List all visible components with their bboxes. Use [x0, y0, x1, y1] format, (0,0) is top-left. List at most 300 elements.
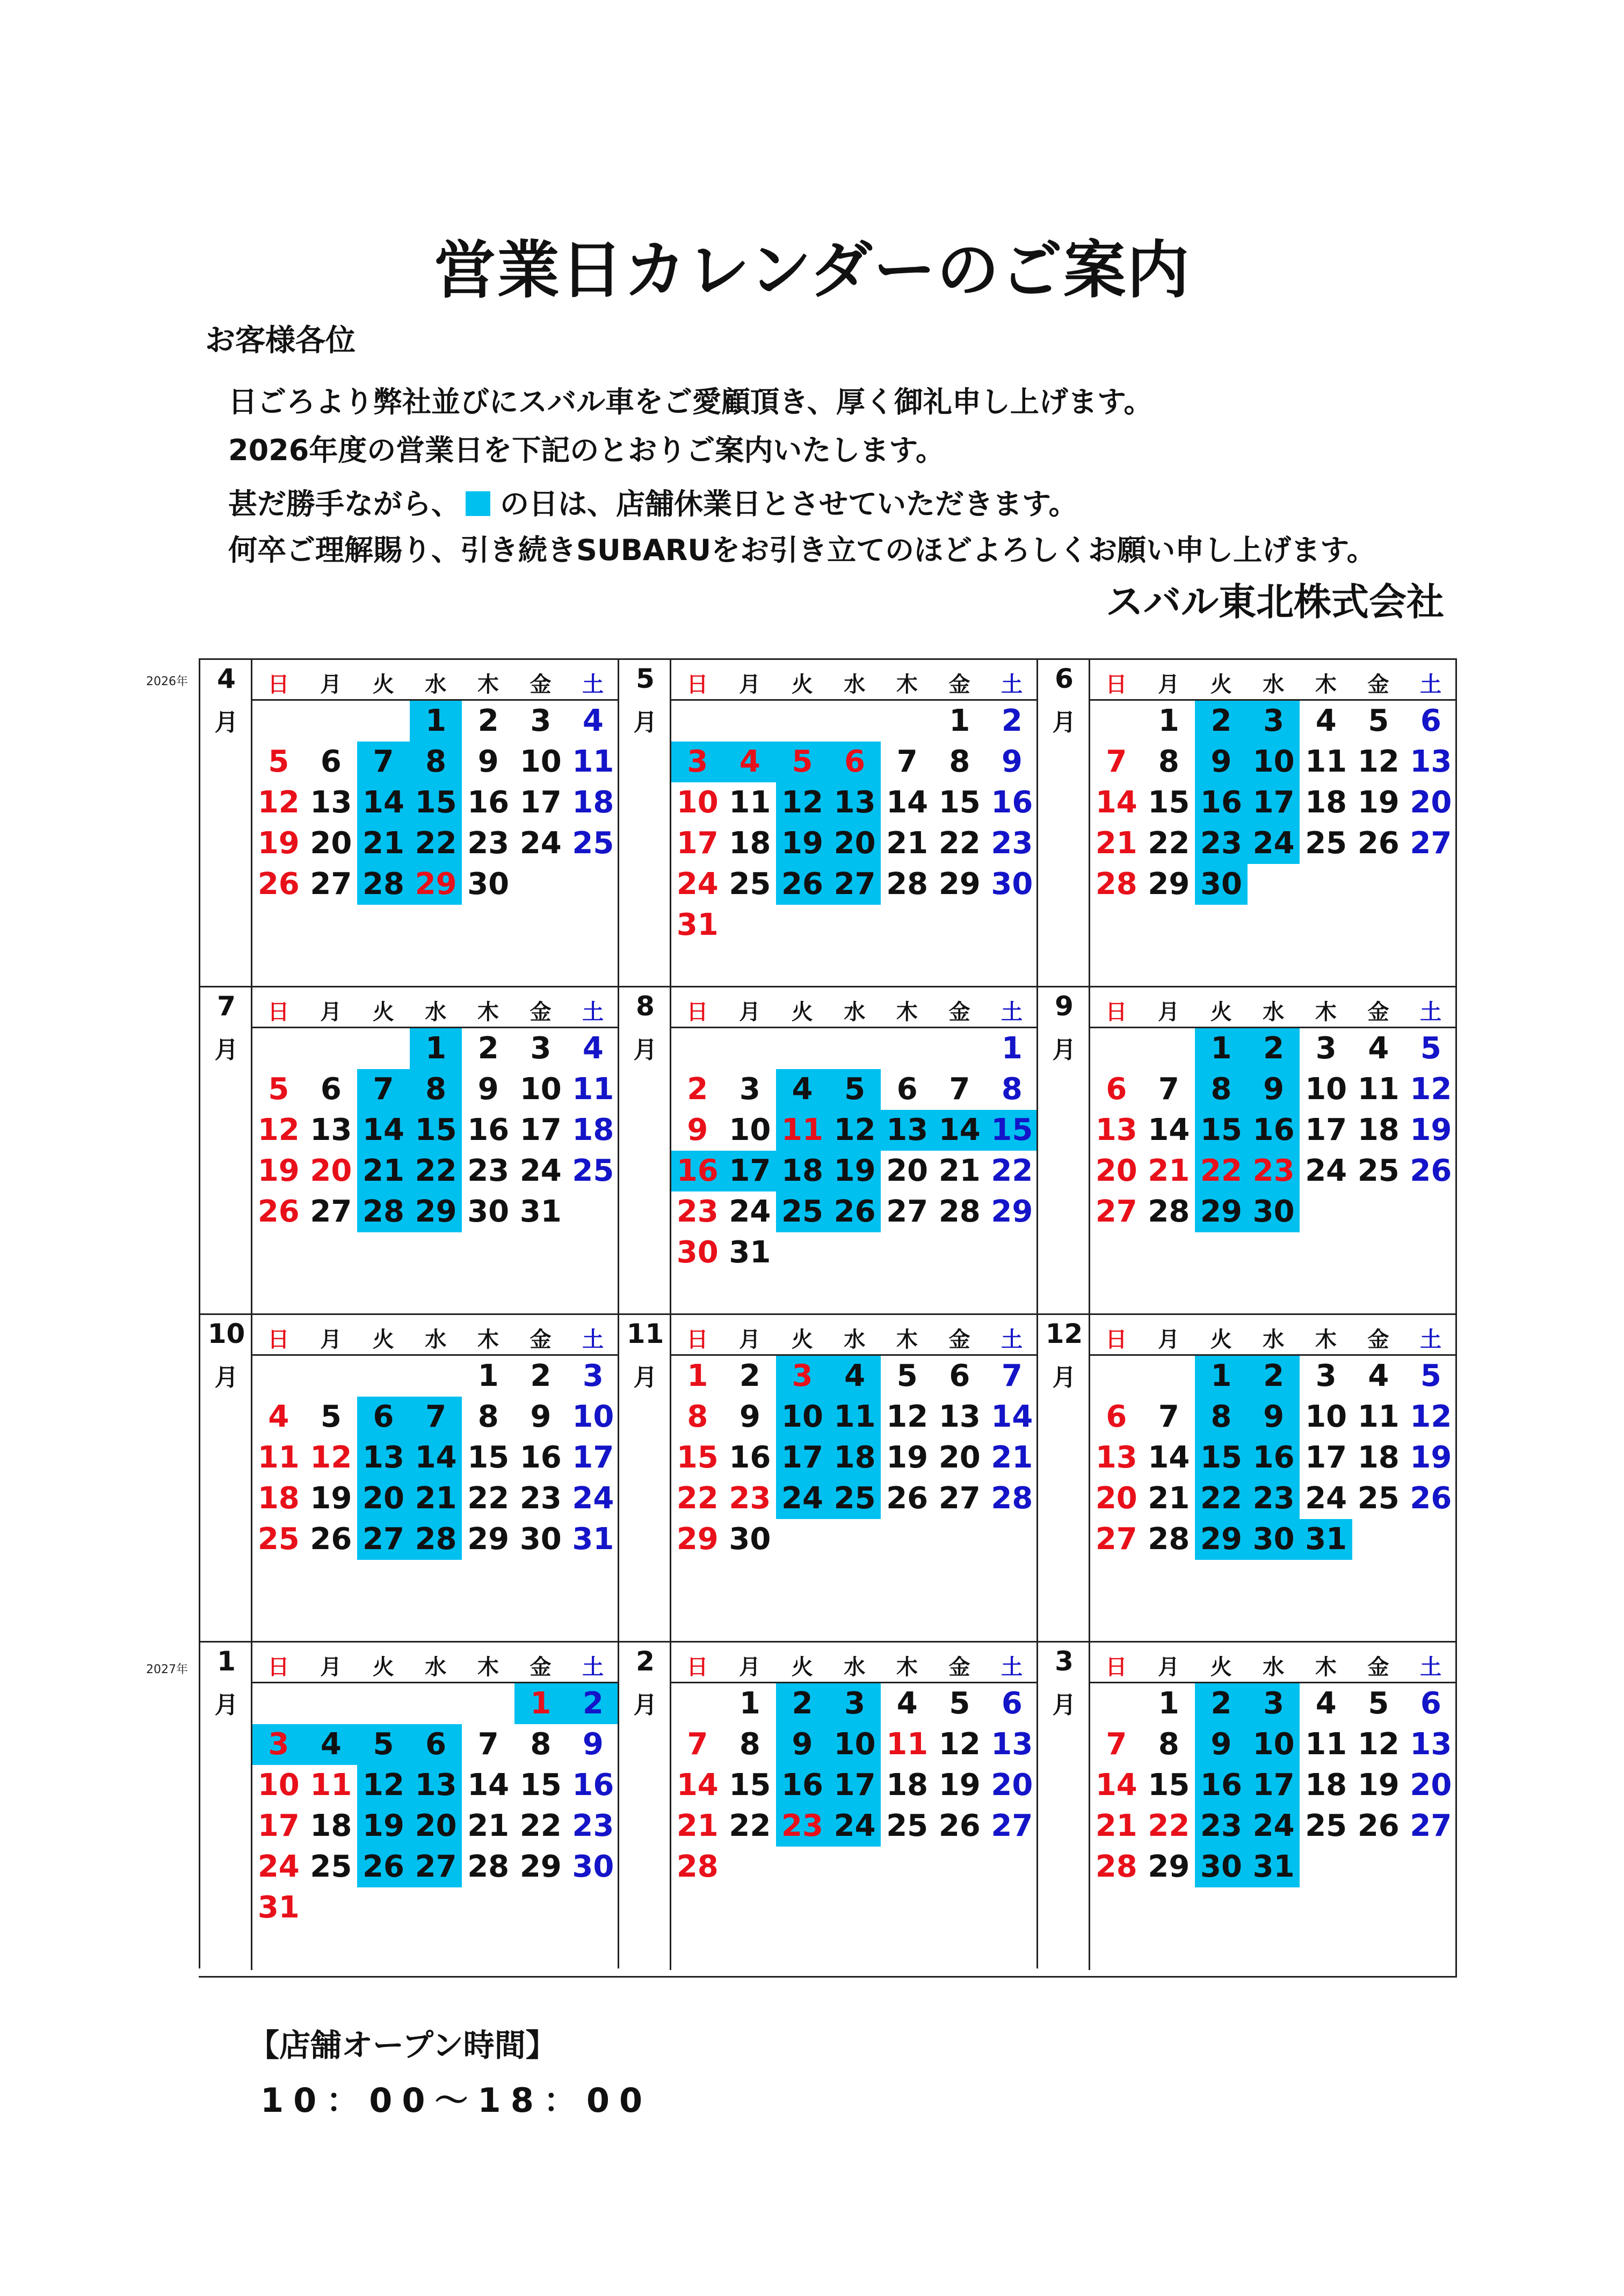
day-cell: 8 [477, 1399, 499, 1434]
company-name: スバル東北株式会社 [1106, 580, 1444, 624]
holiday-color-swatch [466, 491, 490, 516]
day-cell: 1 [1001, 1031, 1023, 1066]
month-block [618, 986, 1036, 1313]
day-cell: 21 [467, 1808, 510, 1843]
month-number: 6 [1055, 663, 1074, 694]
weekday-label: 火 [372, 1327, 394, 1352]
closed-day-cell: 28 [410, 1519, 462, 1560]
day-cell: 24 [519, 826, 562, 861]
weekday-label: 木 [1315, 1000, 1337, 1025]
day-cell: 2 [1001, 703, 1023, 738]
closed-day-cell: 10 [829, 1724, 881, 1765]
weekday-label: 月 [739, 1655, 761, 1680]
weekday-label: 火 [1210, 672, 1232, 697]
day-cell: 12 [1357, 1727, 1400, 1762]
day-cell: 21 [1148, 1481, 1190, 1516]
day-cell: 15 [1148, 785, 1190, 820]
day-cell: 31 [257, 1890, 300, 1925]
closed-day-cell: 30 [1195, 1847, 1248, 1887]
closed-day-cell: 10 [1248, 1724, 1300, 1765]
day-cell: 11 [572, 1072, 614, 1107]
day-cell: 23 [519, 1481, 562, 1516]
day-cell: 30 [729, 1522, 771, 1557]
day-cell: 8 [739, 1727, 760, 1762]
weekday-label: 日 [1105, 1000, 1127, 1025]
weekday-label: 水 [844, 1655, 866, 1680]
weekday-label: 金 [1367, 1000, 1389, 1025]
month-label [619, 1315, 671, 1643]
day-cell: 24 [519, 1153, 562, 1188]
day-cell: 11 [886, 1727, 929, 1762]
closed-day-cell: 29 [1195, 1519, 1248, 1560]
weekday-header [1090, 987, 1457, 1028]
closed-day-cell: 6 [357, 1397, 410, 1437]
day-cell: 29 [1148, 867, 1190, 902]
month-label [1038, 987, 1090, 1315]
day-cell: 22 [729, 1808, 771, 1843]
closed-day-cell: 3 [671, 742, 724, 782]
day-cell: 19 [1410, 1440, 1452, 1475]
day-cell: 7 [1158, 1072, 1179, 1107]
closed-day-cell: 8 [1195, 1069, 1248, 1110]
day-cell: 26 [310, 1522, 352, 1557]
closed-day-cell: 17 [1248, 782, 1300, 823]
day-cell: 11 [1305, 744, 1347, 779]
weekday-label: 木 [477, 1327, 499, 1352]
weekday-label: 火 [791, 1000, 813, 1025]
day-cell: 16 [519, 1440, 562, 1475]
day-cell: 4 [582, 703, 604, 738]
day-cell: 14 [1148, 1113, 1190, 1147]
day-cell: 13 [1095, 1113, 1137, 1147]
day-cell: 4 [268, 1399, 289, 1434]
closed-day-cell: 24 [1248, 823, 1300, 864]
closed-day-cell: 23 [1195, 823, 1248, 864]
day-cell: 27 [991, 1808, 1033, 1843]
day-cell: 29 [467, 1522, 510, 1557]
day-cell: 20 [1095, 1481, 1137, 1516]
closed-day-cell: 13 [829, 782, 881, 823]
day-cell: 4 [1315, 703, 1337, 738]
month-label [200, 660, 252, 987]
weekday-label: 月 [1158, 672, 1180, 697]
day-cell: 2 [739, 1358, 760, 1393]
weekday-label: 木 [1315, 1655, 1337, 1680]
weekday-header [671, 987, 1038, 1028]
weekday-header [1090, 1315, 1457, 1356]
weekday-label: 火 [1210, 1000, 1232, 1025]
month-suffix: 月 [214, 1691, 238, 1719]
day-cell: 16 [991, 785, 1033, 820]
day-cell: 3 [530, 703, 552, 738]
day-cell: 27 [938, 1481, 981, 1516]
weekday-label: 金 [948, 1655, 970, 1680]
closed-day-cell: 26 [829, 1191, 881, 1232]
day-cell: 1 [949, 703, 970, 738]
body-line-3-before: 甚だ勝手ながら、 [228, 487, 460, 521]
body-line-1: 日ごろより弊社並びにスバル車をご愛顧頂き、厚く御礼申し上げます。 [228, 385, 1153, 419]
closed-day-cell: 13 [881, 1110, 933, 1151]
day-cell: 25 [886, 1808, 929, 1843]
day-cell: 11 [729, 785, 771, 820]
day-cell: 16 [467, 785, 510, 820]
month-block [1036, 986, 1455, 1313]
day-cell: 21 [991, 1440, 1033, 1475]
day-cell: 12 [310, 1440, 352, 1475]
weekday-label: 日 [1105, 1655, 1127, 1680]
closed-day-cell: 17 [1248, 1765, 1300, 1806]
day-cell: 17 [519, 785, 562, 820]
day-cell: 30 [519, 1522, 562, 1557]
weekday-header [252, 660, 619, 701]
day-cell: 25 [310, 1849, 352, 1884]
closed-day-cell: 9 [1195, 1724, 1248, 1765]
day-cell: 18 [572, 1113, 614, 1147]
day-cell: 5 [1368, 703, 1389, 738]
day-cell: 28 [886, 867, 929, 902]
day-cell: 5 [1368, 1686, 1389, 1721]
store-hours-value: 10：00～18：00 [260, 2081, 653, 2120]
weekday-label: 土 [1001, 1655, 1023, 1680]
month-block [199, 986, 618, 1313]
day-cell: 12 [257, 1113, 300, 1147]
closed-day-cell: 20 [829, 823, 881, 864]
closed-day-cell: 6 [829, 742, 881, 782]
closed-day-cell: 8 [410, 1069, 462, 1110]
closed-day-cell: 1 [514, 1683, 567, 1724]
weekday-header [671, 1315, 1038, 1356]
day-cell: 21 [1095, 826, 1137, 861]
day-cell: 19 [886, 1440, 929, 1475]
day-cell: 20 [310, 826, 352, 861]
closed-day-cell: 2 [567, 1683, 620, 1724]
weekday-label: 水 [1263, 1327, 1285, 1352]
weekday-label: 土 [1001, 1327, 1023, 1352]
day-cell: 4 [1315, 1686, 1337, 1721]
closed-day-cell: 14 [357, 1110, 410, 1151]
weekday-label: 日 [686, 1000, 708, 1025]
day-cell: 25 [572, 826, 614, 861]
closed-day-cell: 27 [410, 1847, 462, 1887]
closed-day-cell: 8 [1195, 1397, 1248, 1437]
day-cell: 10 [729, 1113, 771, 1147]
closed-day-cell: 16 [1195, 782, 1248, 823]
day-cell: 29 [938, 867, 981, 902]
closed-day-cell: 14 [357, 782, 410, 823]
day-cell: 18 [729, 826, 771, 861]
day-cell: 19 [1357, 1768, 1400, 1803]
closed-day-cell: 24 [829, 1806, 881, 1847]
month-block [1036, 1313, 1455, 1641]
weekday-label: 土 [582, 672, 604, 697]
weekday-label: 月 [1158, 1655, 1180, 1680]
day-cell: 2 [477, 703, 499, 738]
closed-day-cell: 22 [1195, 1478, 1248, 1519]
day-cell: 13 [1095, 1440, 1137, 1475]
weekday-label: 火 [372, 1655, 394, 1680]
day-cell: 17 [519, 1113, 562, 1147]
closed-day-cell: 3 [829, 1683, 881, 1724]
day-cell: 6 [320, 744, 342, 779]
day-cell: 9 [687, 1113, 708, 1147]
closed-day-cell: 3 [1248, 701, 1300, 742]
closed-day-cell: 22 [410, 823, 462, 864]
closed-day-cell: 18 [829, 1437, 881, 1478]
month-number: 9 [1055, 991, 1074, 1022]
day-cell: 18 [257, 1481, 300, 1516]
day-cell: 6 [1001, 1686, 1023, 1721]
day-cell: 31 [572, 1522, 614, 1557]
day-cell: 30 [467, 867, 510, 902]
day-cell: 27 [886, 1194, 929, 1229]
month-number: 7 [217, 991, 236, 1022]
closed-day-cell: 1 [1195, 1028, 1248, 1069]
closed-day-cell: 23 [1248, 1478, 1300, 1519]
closed-day-cell: 25 [776, 1191, 829, 1232]
day-cell: 19 [938, 1768, 981, 1803]
body-line-3 [228, 481, 1078, 522]
day-cell: 23 [991, 826, 1033, 861]
day-cell: 5 [1420, 1031, 1441, 1066]
closed-day-cell: 1 [1195, 1356, 1248, 1397]
day-cell: 22 [1148, 1808, 1190, 1843]
closed-day-cell: 16 [776, 1765, 829, 1806]
day-cell: 26 [1357, 826, 1400, 861]
weekday-label: 火 [1210, 1655, 1232, 1680]
day-cell: 22 [676, 1481, 719, 1516]
month-suffix: 月 [1052, 709, 1076, 736]
month-label [619, 1643, 671, 1970]
weekday-label: 水 [425, 1655, 447, 1680]
day-cell: 26 [1357, 1808, 1400, 1843]
day-cell: 6 [320, 1072, 342, 1107]
closed-day-cell: 14 [933, 1110, 986, 1151]
closed-day-cell: 16 [1248, 1110, 1300, 1151]
closed-day-cell: 10 [776, 1397, 829, 1437]
day-cell: 25 [257, 1522, 300, 1557]
day-cell: 12 [1410, 1399, 1452, 1434]
day-cell: 15 [519, 1768, 562, 1803]
closed-day-cell: 12 [357, 1765, 410, 1806]
day-cell: 25 [1357, 1481, 1400, 1516]
closed-day-cell: 20 [357, 1478, 410, 1519]
day-cell: 20 [1095, 1153, 1137, 1188]
day-cell: 29 [676, 1522, 719, 1557]
closed-day-cell: 5 [776, 742, 829, 782]
month-suffix: 月 [1052, 1364, 1076, 1391]
day-cell: 25 [1305, 826, 1347, 861]
month-suffix: 月 [1052, 1036, 1076, 1064]
day-cell: 7 [1158, 1399, 1179, 1434]
day-cell: 12 [1357, 744, 1400, 779]
weekday-label: 月 [1158, 1000, 1180, 1025]
day-cell: 7 [896, 744, 918, 779]
weekday-label: 水 [425, 672, 447, 697]
day-cell: 24 [1305, 1481, 1347, 1516]
day-cell: 25 [572, 1153, 614, 1188]
day-cell: 10 [1305, 1399, 1347, 1434]
day-cell: 11 [257, 1440, 300, 1475]
day-cell: 25 [1357, 1153, 1400, 1188]
body-line-2: 2026年度の営業日を下記のとおりご案内いたします。 [228, 433, 945, 467]
body-line-3-after: の日は、店舗休業日とさせていただきます。 [500, 487, 1078, 521]
month-label [619, 987, 671, 1315]
closed-day-cell: 15 [1195, 1437, 1248, 1478]
weekday-label: 土 [1001, 672, 1023, 697]
weekday-label: 土 [582, 1000, 604, 1025]
closed-day-cell: 26 [776, 864, 829, 905]
closed-day-cell: 12 [829, 1110, 881, 1151]
weekday-label: 月 [320, 672, 342, 697]
weekday-label: 土 [1420, 1327, 1442, 1352]
closed-day-cell: 22 [1195, 1151, 1248, 1191]
weekday-label: 日 [1105, 672, 1127, 697]
day-cell: 24 [257, 1849, 300, 1884]
closed-day-cell: 19 [829, 1151, 881, 1191]
weekday-label: 水 [844, 672, 866, 697]
day-cell: 24 [729, 1194, 771, 1229]
day-cell: 14 [1095, 785, 1137, 820]
closed-day-cell: 17 [829, 1765, 881, 1806]
closed-day-cell: 15 [1195, 1110, 1248, 1151]
weekday-label: 金 [948, 1000, 970, 1025]
day-cell: 9 [582, 1727, 604, 1762]
weekday-label: 月 [739, 672, 761, 697]
month-label [200, 1643, 252, 1970]
closed-day-cell: 17 [776, 1437, 829, 1478]
day-cell: 19 [257, 1153, 300, 1188]
day-cell: 6 [1420, 703, 1441, 738]
day-cell: 23 [729, 1481, 771, 1516]
day-cell: 3 [1315, 1031, 1337, 1066]
day-cell: 13 [310, 785, 352, 820]
day-cell: 18 [572, 785, 614, 820]
day-cell: 9 [477, 744, 499, 779]
closed-day-cell: 16 [1195, 1765, 1248, 1806]
weekday-label: 月 [739, 1327, 761, 1352]
day-cell: 30 [467, 1194, 510, 1229]
weekday-label: 水 [1263, 672, 1285, 697]
closed-day-cell: 31 [1300, 1519, 1352, 1560]
day-cell: 6 [896, 1072, 918, 1107]
closed-day-cell: 30 [1248, 1191, 1300, 1232]
closed-day-cell: 3 [1248, 1683, 1300, 1724]
day-cell: 13 [938, 1399, 981, 1434]
day-cell: 20 [886, 1153, 929, 1188]
weekday-label: 金 [948, 1327, 970, 1352]
closed-day-cell: 27 [829, 864, 881, 905]
closed-day-cell: 19 [357, 1806, 410, 1847]
weekday-label: 火 [791, 672, 813, 697]
month-block [1036, 658, 1455, 986]
closed-day-cell: 29 [1195, 1191, 1248, 1232]
month-number: 5 [636, 663, 655, 694]
month-number: 1 [217, 1646, 236, 1677]
day-cell: 25 [729, 867, 771, 902]
day-cell: 9 [530, 1399, 552, 1434]
closed-day-cell: 4 [829, 1356, 881, 1397]
month-suffix: 月 [633, 1036, 657, 1064]
month-label [1038, 660, 1090, 987]
weekday-label: 木 [896, 1327, 918, 1352]
day-cell: 29 [991, 1194, 1033, 1229]
weekday-label: 木 [896, 1000, 918, 1025]
weekday-label: 水 [1263, 1655, 1285, 1680]
day-cell: 5 [1420, 1358, 1441, 1393]
greeting: お客様各位 [205, 323, 356, 358]
weekday-label: 金 [1367, 1655, 1389, 1680]
weekday-label: 水 [1263, 1000, 1285, 1025]
day-cell: 30 [572, 1849, 614, 1884]
day-cell: 21 [886, 826, 929, 861]
day-cell: 2 [687, 1072, 708, 1107]
day-cell: 14 [991, 1399, 1033, 1434]
day-cell: 23 [572, 1808, 614, 1843]
closed-day-cell: 1 [410, 1028, 462, 1069]
month-label [200, 987, 252, 1315]
day-cell: 12 [886, 1399, 929, 1434]
day-cell: 30 [676, 1235, 719, 1270]
day-cell: 2 [477, 1031, 499, 1066]
weekday-label: 火 [1210, 1327, 1232, 1352]
day-cell: 26 [1410, 1153, 1452, 1188]
closed-day-cell: 24 [1248, 1806, 1300, 1847]
day-cell: 9 [1001, 744, 1023, 779]
weekday-header [671, 660, 1038, 701]
weekday-label: 土 [1420, 1655, 1442, 1680]
day-cell: 3 [739, 1072, 760, 1107]
weekday-label: 月 [320, 1327, 342, 1352]
day-cell: 17 [1305, 1113, 1347, 1147]
day-cell: 27 [1095, 1194, 1137, 1229]
day-cell: 12 [257, 785, 300, 820]
day-cell: 26 [257, 867, 300, 902]
day-cell: 28 [938, 1194, 981, 1229]
closed-day-cell: 30 [1195, 864, 1248, 905]
closed-day-cell: 25 [829, 1478, 881, 1519]
day-cell: 26 [938, 1808, 981, 1843]
day-cell: 18 [886, 1768, 929, 1803]
day-cell: 5 [268, 744, 289, 779]
day-cell: 9 [739, 1399, 760, 1434]
month-label [619, 660, 671, 987]
day-cell: 14 [1148, 1440, 1190, 1475]
calendar-grid [199, 658, 1457, 1978]
day-cell: 5 [949, 1686, 970, 1721]
day-cell: 20 [310, 1153, 352, 1188]
weekday-label: 金 [530, 1327, 552, 1352]
closed-day-cell: 16 [671, 1151, 724, 1191]
day-cell: 19 [310, 1481, 352, 1516]
closed-day-cell: 27 [357, 1519, 410, 1560]
day-cell: 7 [477, 1727, 499, 1762]
day-cell: 31 [729, 1235, 771, 1270]
closed-day-cell: 4 [305, 1724, 358, 1765]
day-cell: 24 [1305, 1153, 1347, 1188]
day-cell: 9 [477, 1072, 499, 1107]
closed-day-cell: 15 [986, 1110, 1039, 1151]
weekday-label: 土 [582, 1327, 604, 1352]
weekday-label: 土 [582, 1655, 604, 1680]
month-label [200, 1315, 252, 1643]
closed-day-cell: 5 [829, 1069, 881, 1110]
weekday-header [1090, 660, 1457, 701]
day-cell: 17 [1305, 1440, 1347, 1475]
closed-day-cell: 9 [1248, 1069, 1300, 1110]
day-cell: 23 [467, 826, 510, 861]
month-suffix: 月 [633, 709, 657, 736]
weekday-label: 木 [477, 1655, 499, 1680]
